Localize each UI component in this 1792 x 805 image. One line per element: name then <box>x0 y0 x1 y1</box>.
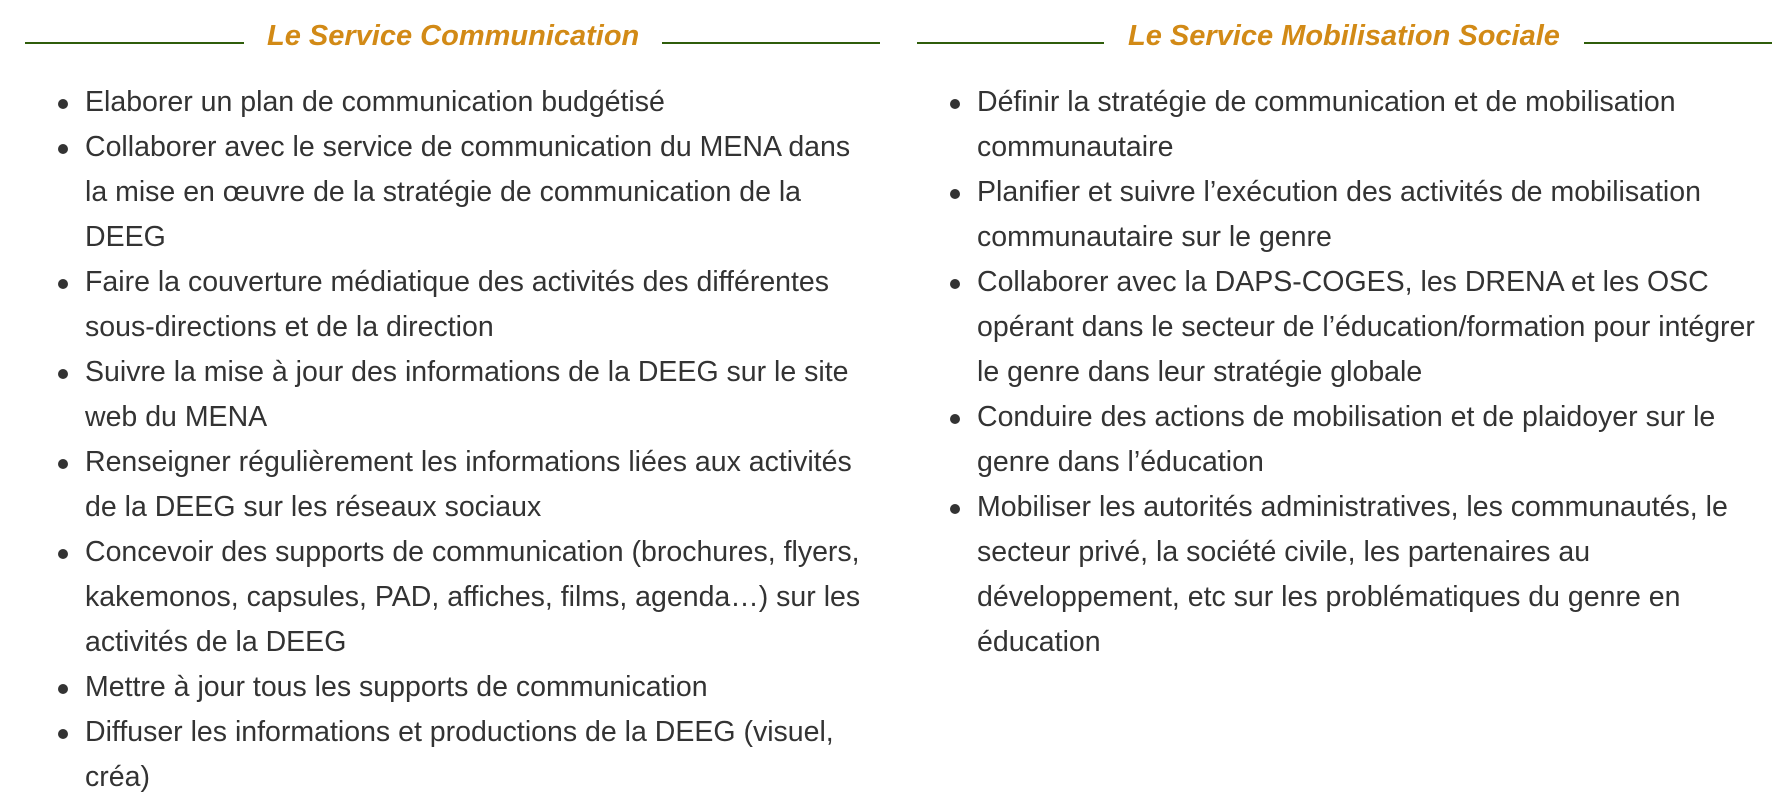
bullet-icon <box>58 99 68 109</box>
heading-rule-left <box>25 42 244 44</box>
section-heading <box>25 0 880 80</box>
list-item <box>25 665 880 710</box>
list-item-text: Diffuser les informations et productions de la DEEG (visuel, créa) <box>85 716 834 793</box>
section-heading <box>917 0 1772 80</box>
bullet-icon <box>58 729 68 739</box>
list-item <box>25 710 880 800</box>
list-item <box>25 350 880 440</box>
bullet-icon <box>58 279 68 289</box>
duties-list <box>25 80 880 800</box>
list-item <box>917 80 1772 170</box>
service-mobilisation-sociale-section <box>917 0 1772 658</box>
list-item <box>25 80 880 125</box>
list-item-text: Planifier et suivre l’exécution des activités de mobilisation communautaire sur le genre <box>977 176 1701 253</box>
heading-rule-right <box>662 42 880 44</box>
list-item <box>917 260 1772 395</box>
list-item <box>917 395 1772 485</box>
list-item-text: Elaborer un plan de communication budgétisé <box>85 86 665 118</box>
list-item-text: Suivre la mise à jour des informations de la DEEG sur le site web du MENA <box>85 356 849 433</box>
bullet-icon <box>950 414 960 424</box>
section-title: Le Service Mobilisation Sociale <box>1128 20 1560 52</box>
bullet-icon <box>58 549 68 559</box>
list-item-text: Collaborer avec le service de communication du MENA dans la mise en œuvre de la stratégie de communication de la DEEG <box>85 131 851 253</box>
duties-list <box>917 80 1772 665</box>
list-item <box>25 125 880 260</box>
list-item <box>25 440 880 530</box>
list-item <box>917 170 1772 260</box>
list-item-text: Mettre à jour tous les supports de communication <box>85 671 708 703</box>
bullet-icon <box>950 504 960 514</box>
bullet-icon <box>950 279 960 289</box>
bullet-icon <box>58 459 68 469</box>
bullet-icon <box>58 684 68 694</box>
list-item-text: Faire la couverture médiatique des activités des différentes sous-directions et de la direction <box>85 266 830 343</box>
bullet-icon <box>950 189 960 199</box>
list-item-text: Conduire des actions de mobilisation et de plaidoyer sur le genre dans l’éducation <box>977 401 1716 478</box>
bullet-icon <box>58 369 68 379</box>
list-item-text: Concevoir des supports de communication (brochures, flyers, kakemonos, capsules, PAD, affiches, films, agenda…) sur les activités de la DEEG <box>85 536 861 658</box>
list-item <box>917 485 1772 665</box>
service-communication-section <box>25 0 880 793</box>
heading-rule-right <box>1584 42 1772 44</box>
section-title: Le Service Communication <box>267 20 640 52</box>
list-item-text: Définir la stratégie de communication et de mobilisation communautaire <box>977 86 1676 163</box>
list-item-text: Collaborer avec la DAPS-COGES, les DRENA et les OSC opérant dans le secteur de l’éducation/formation pour intégrer le genre dans leur stratégie globale <box>977 266 1755 388</box>
list-item-text: Renseigner régulièrement les informations liées aux activités de la DEEG sur les réseaux sociaux <box>85 446 852 523</box>
list-item-text: Mobiliser les autorités administratives, les communautés, le secteur privé, la société civile, les partenaires au développement, etc sur les problématiques du genre en éducation <box>977 491 1728 658</box>
bullet-icon <box>950 99 960 109</box>
list-item <box>25 260 880 350</box>
heading-rule-left <box>917 42 1104 44</box>
list-item <box>25 530 880 665</box>
bullet-icon <box>58 144 68 154</box>
